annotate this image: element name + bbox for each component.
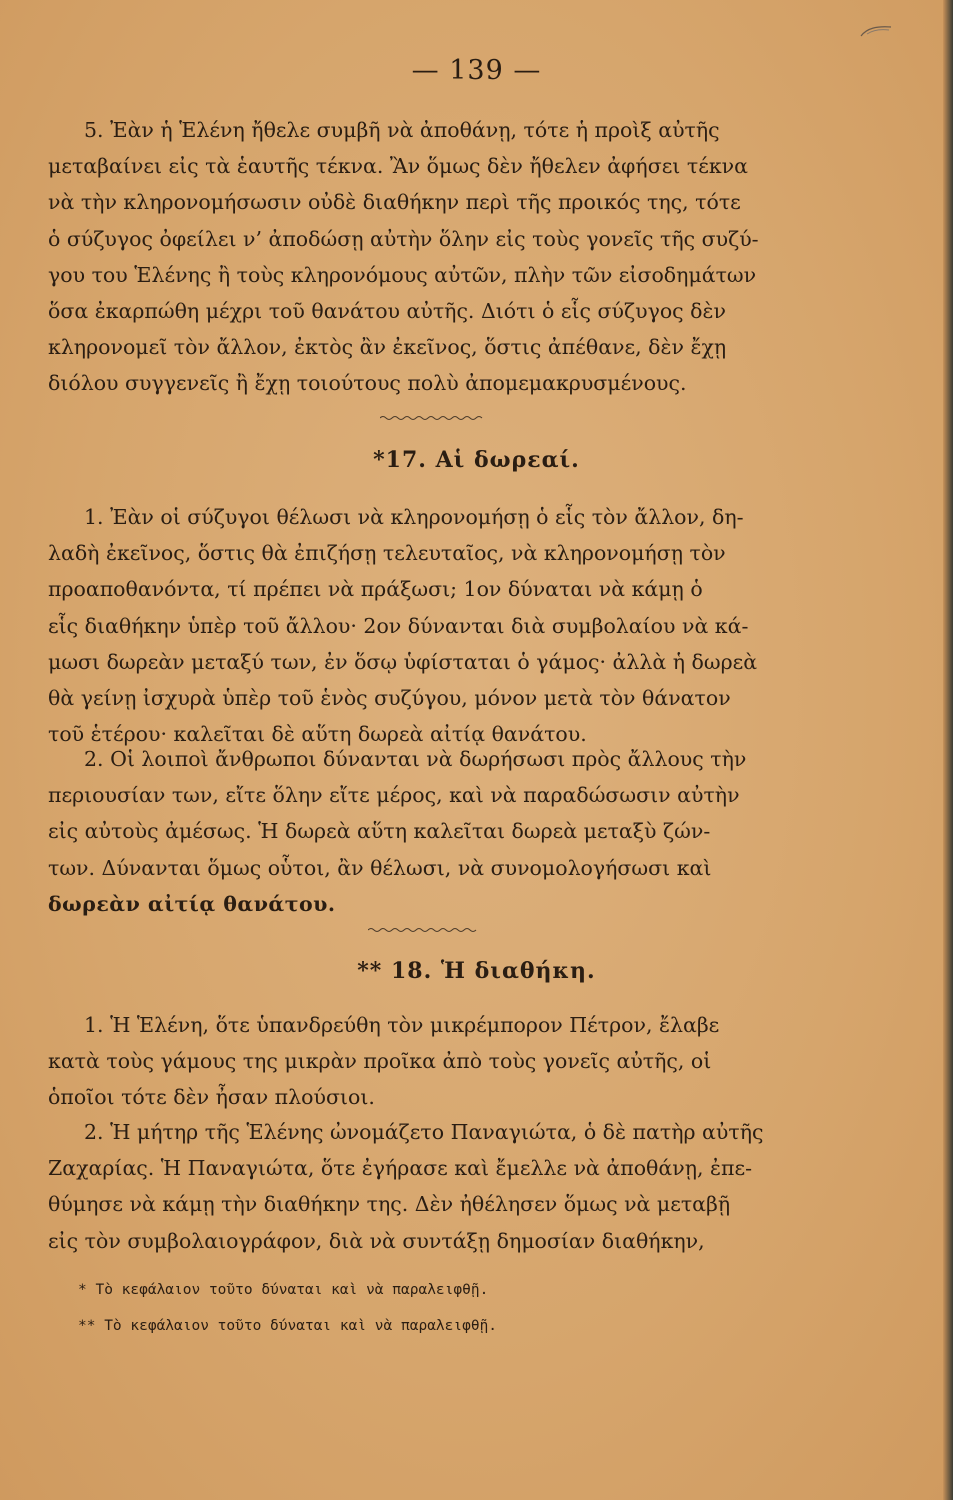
text-line: εἰς τὸν συμβολαιογράφον, διὰ νὰ συντάξῃ δημοσίαν διαθήκην, [48,1228,705,1253]
text-line: μεταβαίνει εἰς τὰ ἑαυτῆς τέκνα. Ἂν ὅμως δὲν ἤθελεν ἀφήσει τέκνα [48,154,748,179]
text-line: 5. Ἐὰν ἡ Ἑλένη ἤθελε συμβῆ νὰ ἀποθάνῃ, τότε ἡ προὶξ αὐτῆς [84,118,720,142]
section-17-paragraph-2 [48,741,790,922]
text-line: 1. Ἡ Ἑλένη, ὅτε ὑπανδρεύθη τὸν μικρέμπορον Πέτρον, ἔλαβε [84,1013,720,1037]
footnote-2: ** Τὸ κεφάλαιον τοῦτο δύναται καὶ νὰ παραλειφθῇ. [78,1318,498,1334]
text-line: 1. Ἐὰν οἱ σύζυγοι θέλωσι νὰ κληρονομήσῃ ὁ εἷς τὸν ἄλλον, δη- [84,505,744,529]
text-line: μωσι δωρεὰν μεταξύ των, ἐν ὅσῳ ὑφίσταται ὁ γάμος· ἀλλὰ ἡ δωρεὰ [48,649,758,674]
text-line: κληρονομεῖ τὸν ἄλλον, ἐκτὸς ἂν ἐκεῖνος, ὅστις ἀπέθανε, δὲν ἔχῃ [48,335,727,360]
text-line: λαδὴ ἐκεῖνος, ὅστις θὰ ἐπιζήσῃ τελευταῖος, νὰ κληρονομήσῃ τὸν [48,541,726,566]
text-line: ὁποῖοι τότε δὲν ἦσαν πλούσιοι. [48,1085,375,1110]
paragraph-5 [48,112,790,402]
text-line: προαποθανόντα, τί πρέπει νὰ πράξωσι; 1ον δύναται νὰ κάμῃ ὁ [48,577,703,602]
text-line: διόλου συγγενεῖς ἢ ἔχῃ τοιούτους πολὺ ἀπομεμακρυσμένους. [48,371,687,396]
section-17-paragraph-1 [48,499,790,752]
text-line: δωρεὰν αἰτίᾳ θανάτου. [48,891,336,916]
text-line: εἷς διαθήκην ὑπὲρ τοῦ ἄλλου· 2ον δύνανται διὰ συμβολαίου νὰ κά- [48,613,749,638]
corner-ink-mark [859,24,893,38]
text-line: τοῦ ἑτέρου· καλεῖται δὲ αὕτη δωρεὰ αἰτίᾳ θανάτου. [48,722,587,747]
text-line: κατὰ τοὺς γάμους της μικρὰν προῖκα ἀπὸ τοὺς γονεῖς αὐτῆς, οἱ [48,1049,712,1074]
section-18-paragraph-2 [48,1114,790,1259]
footnotes [78,1272,778,1344]
footnote-1: * Τὸ κεφάλαιον τοῦτο δύναται καὶ νὰ παραλειφθῇ. [78,1282,489,1298]
section-heading-18: ** 18. Ἡ διαθήκη. [357,958,596,984]
text-line: ὁ σύζυγος ὀφείλει ν’ ἀποδώσῃ αὐτὴν ὅλην εἰς τοὺς γονεῖς τῆς συζύ- [48,226,759,251]
page-number: — 139 — [411,55,542,86]
section-18-paragraph-1 [48,1007,790,1116]
text-line: 2. Ἡ μήτηρ τῆς Ἑλένης ὠνομάζετο Παναγιώτα, ὁ δὲ πατὴρ αὐτῆς [84,1120,764,1144]
section-divider [368,926,480,934]
text-line: Ζαχαρίας. Ἡ Παναγιώτα, ὅτε ἐγήρασε καὶ ἔμελλε νὰ ἀποθάνῃ, ἐπε- [48,1156,753,1181]
section-divider [380,414,484,422]
text-line: ὅσα ἐκαρπώθη μέχρι τοῦ θανάτου αὐτῆς. Διότι ὁ εἷς σύζυγος δὲν [48,299,726,324]
section-heading-17: *17. Αἱ δωρεαί. [373,447,580,473]
text-line: θὰ γείνῃ ἰσχυρὰ ὑπὲρ τοῦ ἑνὸς συζύγου, μόνον μετὰ τὸν θάνατον [48,686,731,711]
text-line: 2. Οἱ λοιποὶ ἄνθρωποι δύνανται νὰ δωρήσωσι πρὸς ἄλλους τὴν [84,747,747,771]
text-line: των. Δύνανται ὅμως οὗτοι, ἂν θέλωσι, νὰ συνομολογήσωσι καὶ [48,855,712,880]
text-line: νὰ τὴν κληρονομήσωσιν οὐδὲ διαθήκην περὶ τῆς προικός της, τότε [48,190,741,215]
text-line: περιουσίαν των, εἴτε ὅλην εἴτε μέρος, καὶ νὰ παραδώσωσιν αὐτὴν [48,783,740,808]
text-line: γου του Ἑλένης ἢ τοὺς κληρονόμους αὐτῶν, πλὴν τῶν εἰσοδημάτων [48,262,757,287]
page-edge-shadow [943,0,953,1500]
text-line: θύμησε νὰ κάμῃ τὴν διαθήκην της. Δὲν ἠθέλησεν ὅμως νὰ μεταβῇ [48,1192,731,1217]
text-line: εἰς αὐτοὺς ἀμέσως. Ἡ δωρεὰ αὕτη καλεῖται δωρεὰ μεταξὺ ζών- [48,819,711,844]
